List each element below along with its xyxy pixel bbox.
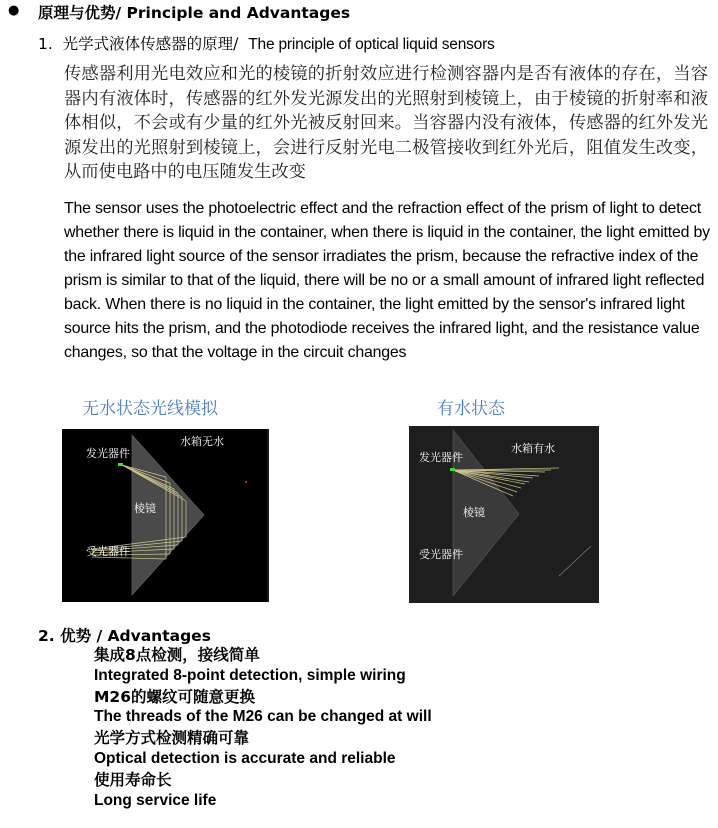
red-dot xyxy=(245,481,247,483)
advantages-list xyxy=(94,645,432,811)
emitter-led xyxy=(118,463,123,466)
figure-no-water xyxy=(62,429,269,602)
advantage-item: 光学方式检测精确可靠 xyxy=(94,729,250,748)
description-chinese: 传感器利用光电效应和光的棱镜的折射效应进行检测容器内是否有液体的存在，当容器内有液体时，传感器的红外发光源发出的光照射到棱镜上，由于棱镜的折射率和液体相似，不会或有少量的红外光被反射回来。当容器内没有液体，传感器的红外发光源发出的光照射到棱镜上，会进行反射光电二极管接收到红外光后，阻值发生改变，从而使电路中的电压随发生改变 xyxy=(64,64,708,182)
advantage-item: Long service life xyxy=(94,791,217,809)
label-tank-full: 水箱有水 xyxy=(511,442,555,455)
label-receiver: 受光器件 xyxy=(86,545,130,558)
label-prism: 棱镜 xyxy=(134,502,156,515)
advantage-item: 使用寿命长 xyxy=(94,770,172,789)
advantage-item: Optical detection is accurate and reliable xyxy=(94,749,396,767)
advantage-item: M26的螺纹可随意更换 xyxy=(94,687,255,706)
figure-with-water xyxy=(409,426,599,603)
advantage-item: 集成8点检测，接线简单 xyxy=(94,646,260,664)
figure-caption-no-water: 无水状态光线模拟 xyxy=(82,399,218,419)
figure-caption-with-water: 有水状态 xyxy=(437,399,505,419)
advantage-item: Integrated 8-point detection, simple wiring xyxy=(94,666,406,684)
with-water-diagram xyxy=(409,426,599,603)
item-title-cn: 光学式液体传感器的原理/ xyxy=(62,35,239,53)
advantages-heading: 2. 优势 / Advantages xyxy=(38,627,211,645)
label-prism: 棱镜 xyxy=(463,506,485,519)
bullet-icon: ● xyxy=(8,3,20,18)
item-number: 1. xyxy=(38,35,53,53)
no-water-diagram xyxy=(62,429,269,602)
item-1-title xyxy=(38,32,495,54)
emitter-led xyxy=(450,468,455,471)
label-tank-empty: 水箱无水 xyxy=(180,435,224,448)
item-title-en: The principle of optical liquid sensors xyxy=(248,36,495,53)
description-english: The sensor uses the photoelectric effect and the refraction effect of the prism of light to detect whether there is liquid in the container, when there is liquid in the container, the light emitted by the infrared light source of the sensor irradiates the prism, because the refractive index of the prism is similar to that of the liquid, there will be no or a small amount of infrared light reflected back. When there is no liquid in the container, the light emitted by the sensor's infrared light source hits the prism, and the photodiode receives the infrared light, and the resistance value changes, so that the voltage in the circuit changes xyxy=(64,200,710,361)
advantage-item: The threads of the M26 can be changed at will xyxy=(94,708,432,726)
section-heading: 原理与优势/ Principle and Advantages xyxy=(38,4,351,22)
label-receiver: 受光器件 xyxy=(419,548,463,561)
label-emitter: 发光器件 xyxy=(419,451,463,464)
label-emitter: 发光器件 xyxy=(86,447,130,460)
